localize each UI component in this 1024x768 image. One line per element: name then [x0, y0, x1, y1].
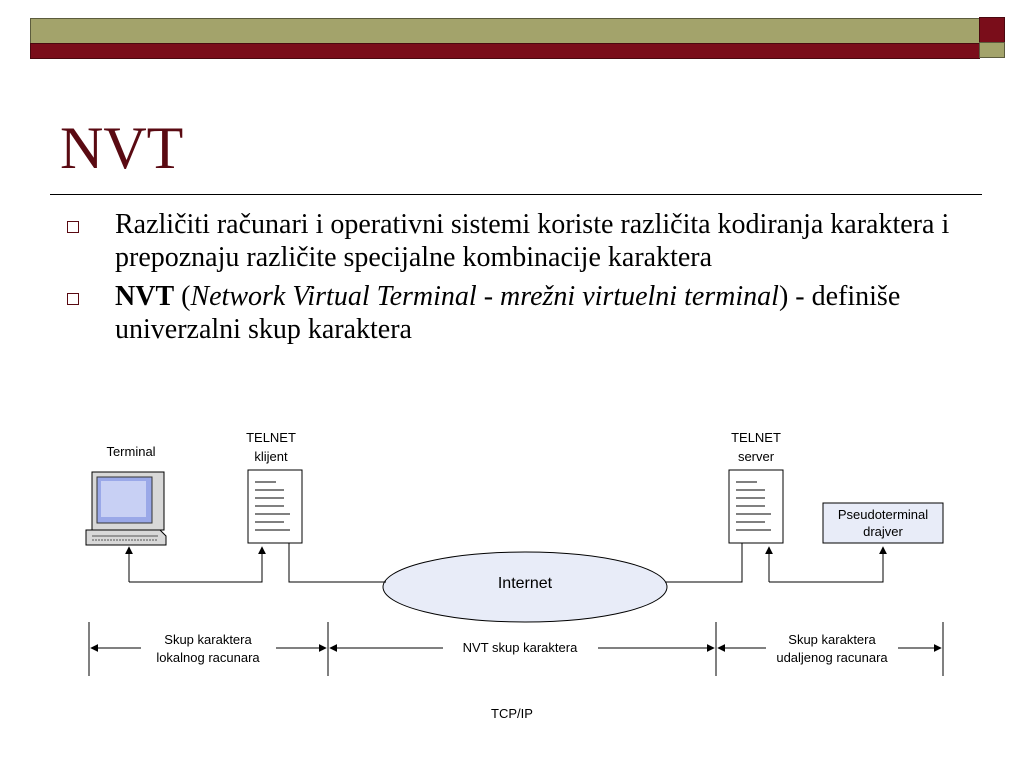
connector-internet-server	[665, 543, 742, 582]
local-charset-label-line2: lokalnog racunara	[156, 650, 260, 665]
bullet-rest: ) - definiše univerzalni skup karaktera	[115, 281, 901, 345]
telnet-server-document-icon	[729, 470, 783, 543]
bullet-text: Različiti računari i operativni sistemi koriste različita kodiranja karaktera i prepoznaju različite specijalne kombinacije karaktera	[115, 209, 950, 273]
terminal-label: Terminal	[106, 444, 156, 459]
connector-client-internet	[289, 543, 386, 582]
remote-charset-label-line1: Skup karaktera	[788, 632, 876, 647]
bullet-english-term: Network Virtual Terminal	[190, 281, 477, 312]
connector-terminal-client	[129, 547, 262, 582]
terminal-computer-icon	[86, 472, 166, 545]
remote-charset-label-line2: udaljenog racunara	[776, 650, 888, 665]
pseudoterminal-label-line2: drajver	[863, 524, 903, 539]
telnet-client-label-line1: TELNET	[246, 430, 296, 445]
telnet-server-label-line1: TELNET	[731, 430, 781, 445]
telnet-client-label-line2: klijent	[254, 449, 288, 464]
slide-title: NVT	[60, 115, 184, 181]
nvt-charset-label: NVT skup karaktera	[462, 640, 578, 655]
telnet-server-label-line2: server	[737, 449, 775, 464]
bullet-term: NVT	[115, 281, 175, 312]
pseudoterminal-label-line1: Pseudoterminal	[837, 507, 929, 522]
bullet-dash: -	[476, 281, 501, 312]
bullet-local-term: mrežni virtuelni terminal	[500, 281, 779, 312]
local-charset-label-line1: Skup karaktera	[164, 632, 252, 647]
protocol-label: TCP/IP	[491, 706, 533, 721]
internet-label: Internet	[497, 575, 553, 592]
connector-server-pseudoterminal	[769, 547, 883, 582]
telnet-client-document-icon	[248, 470, 302, 543]
bullet-paren: (	[174, 281, 191, 312]
